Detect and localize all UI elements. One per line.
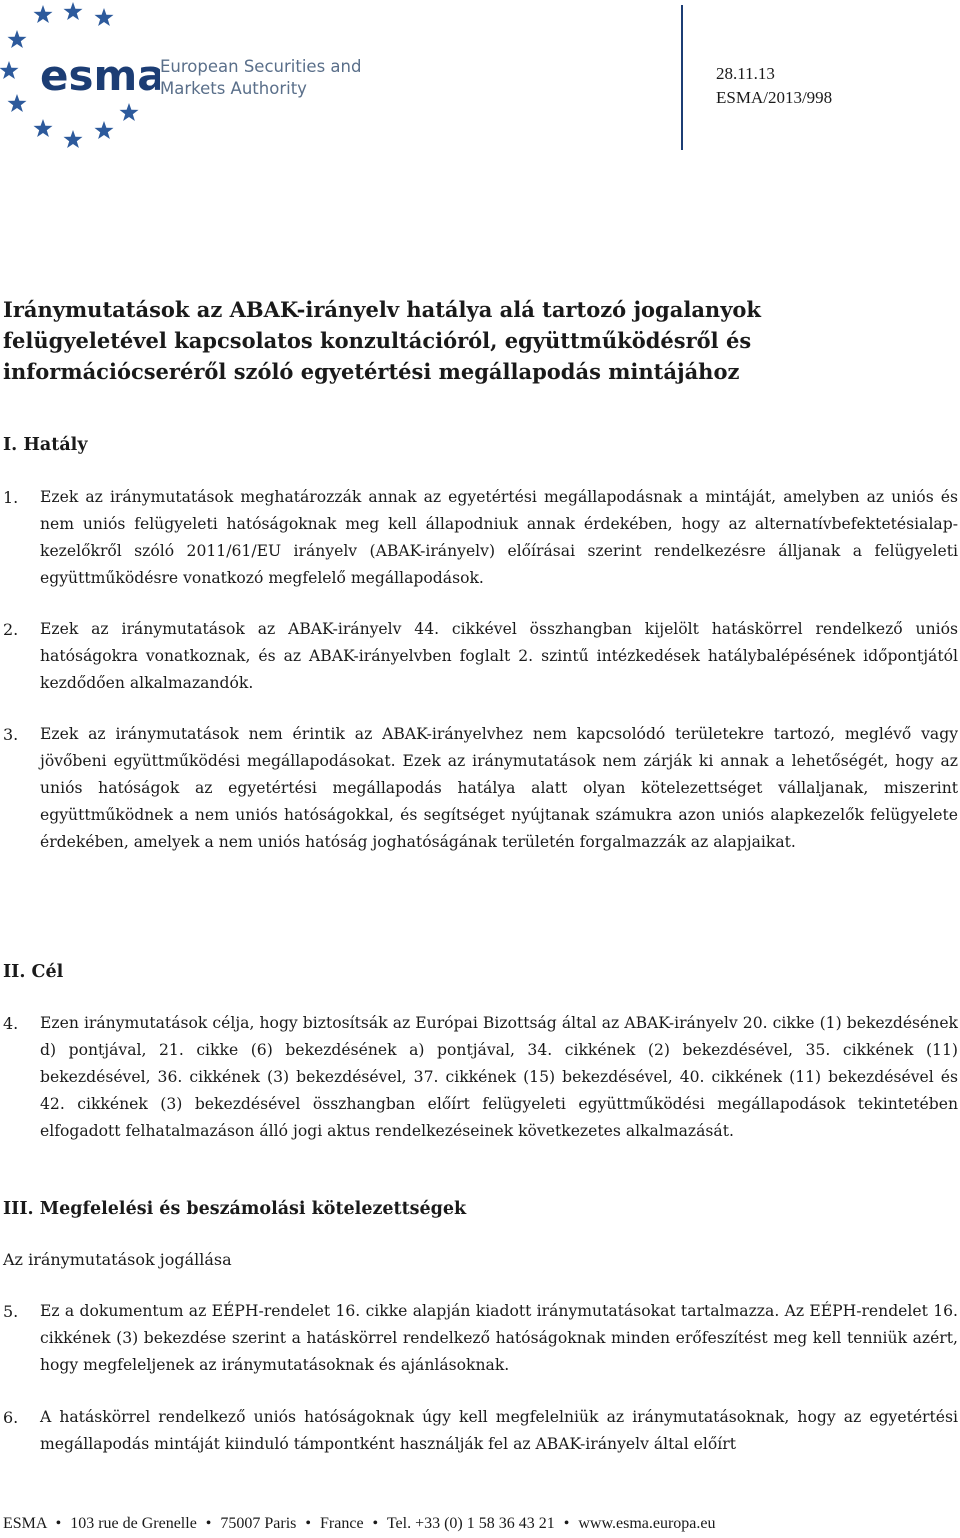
footer-phone: Tel. +33 (0) 1 58 36 43 21 [386, 1515, 555, 1532]
star-icon [95, 121, 114, 139]
footer-address: 103 rue de Grenelle [70, 1515, 197, 1532]
page-footer [3, 1512, 716, 1536]
paragraph [3, 1298, 958, 1379]
footer-country: France [320, 1515, 364, 1532]
organization-name-line: Markets Authority [160, 79, 307, 98]
paragraph-text: Ezek az iránymutatások meghatározzák annak az egyetértési megállapodásnak a mintáját, amelyben az uniós és nem uniós felügyeleti hatóságoknak meg kell állapodniuk annak érdekében, hogy az alternatívbefektetésialap-kezelőkről szóló 2011/61/EU irányelv (ABAK-irányelv) előírásai szerint rendelkezésre álljanak a felügyeleti együttműködésre vonatkozó megfelelő megállapodások. [40, 488, 958, 588]
star-icon [64, 130, 83, 148]
footer-separator: • [205, 1515, 212, 1532]
paragraph [3, 1010, 958, 1145]
footer-separator: • [55, 1515, 62, 1532]
paragraph [3, 1404, 958, 1458]
organization-name-line: European Securities and [160, 57, 362, 76]
paragraph [3, 721, 958, 856]
star-icon [64, 2, 83, 20]
star-icon [0, 61, 19, 79]
document-title: Iránymutatások az ABAK-irányelv hatálya alá tartozó jogalanyok felügyeletével kapcsolatos konzultációról, együttműködésről és információcseréről szóló egyetértési megállapodás mintájához [3, 297, 761, 384]
document-number: ESMA/2013/998 [716, 88, 833, 107]
star-icon [8, 94, 27, 112]
star-icon [34, 119, 53, 137]
paragraph-text: Ezek az iránymutatások nem érintik az ABAK-irányelvhez nem kapcsolódó területekre tartozó, meglévő vagy jövőbeni együttműködési megállapodásokat. Ezek az iránymutatások nem zárják ki annak a lehetőségét, hogy az uniós hatóságok az egyetértési megállapodás hatálya alatt olyan kötelezettséget vállaljanak, miszerint együttműködnek a nem uniós hatóságokkal, és segítséget nyújtanak számukra azon uniós alapkezelők felügyelete érdekében, amelyek a nem uniós hatóság joghatóságának területén forgalmazzák az alapjaikat. [40, 725, 958, 852]
header-divider [681, 5, 683, 150]
paragraph-text: Ezen iránymutatások célja, hogy biztosítsák az Európai Bizottság által az ABAK-irányelv 20. cikke (1) bekezdésének d) pontjával, 21. cikke (6) bekezdésének a) pontjával, 34. cikkének (2) bekezdésével, 35. cikkének (11) bekezdésével, 36. cikkének (3) bekezdésével, 37. cikkének (15) bekezdésével, 40. cikkének (11) bekezdésével és 42. cikkének (3) bekezdésével összhangban előírt felügyeleti együttműködési megállapodások tekintetében elfogadott felhatalmazáson álló jogi aktus rendelkezéseinek következetes alkalmazását. [40, 1014, 958, 1141]
star-icon [120, 103, 139, 121]
star-icon [34, 5, 53, 23]
section-heading-purpose: II. Cél [3, 962, 64, 982]
footer-separator: • [372, 1515, 379, 1532]
star-icon [8, 30, 27, 48]
stars-icon [0, 0, 160, 160]
organization-name [160, 56, 361, 100]
paragraph-number: 3. [3, 725, 19, 744]
footer-city: 75007 Paris [220, 1515, 297, 1532]
logo-wordmark: esma [40, 51, 160, 100]
paragraph [3, 484, 958, 592]
footer-website-link[interactable]: www.esma.europa.eu [578, 1515, 716, 1532]
footer-separator: • [563, 1515, 570, 1532]
paragraph-number: 4. [3, 1014, 19, 1033]
section-heading-scope: I. Hatály [3, 435, 88, 455]
paragraph-number: 2. [3, 620, 19, 639]
paragraph [3, 616, 958, 697]
paragraph-text: A hatáskörrel rendelkező uniós hatóságoknak úgy kell megfelelniük az iránymutatásoknak, hogy az egyetértési megállapodás mintáját kiinduló támpontként használják fel az ABAK-irányelv által előírt [40, 1408, 958, 1454]
document-date: 28.11.13 [716, 64, 775, 83]
paragraph-number: 1. [3, 488, 19, 507]
paragraph-text: Ezek az iránymutatások az ABAK-irányelv 44. cikkével összhangban kijelölt hatáskörrel rendelkező uniós hatóságokra vonatkoznak, és az ABAK-irányelvben foglalt 2. szintű intézkedések hatálybalépésének időpontjától kezdődően alkalmazandók. [40, 620, 958, 693]
footer-separator: • [305, 1515, 312, 1532]
paragraph-number: 5. [3, 1302, 19, 1321]
section-heading-compliance: III. Megfelelési és beszámolási kötelezettségek [3, 1199, 467, 1219]
document-reference [716, 62, 832, 110]
footer-org: ESMA [3, 1515, 47, 1532]
subheading-legal-status: Az iránymutatások jogállása [3, 1250, 232, 1269]
star-icon [95, 8, 114, 26]
paragraph-number: 6. [3, 1408, 19, 1427]
paragraph-text: Ez a dokumentum az EÉPH-rendelet 16. cikke alapján kiadott iránymutatásokat tartalmazza. Az EÉPH-rendelet 16. cikkének (3) bekezdése szerint a hatáskörrel rendelkező hatóságoknak minden erőfeszítést meg kell tenniük azért, hogy megfeleljenek az iránymutatásoknak és ajánlásoknak. [40, 1302, 958, 1375]
